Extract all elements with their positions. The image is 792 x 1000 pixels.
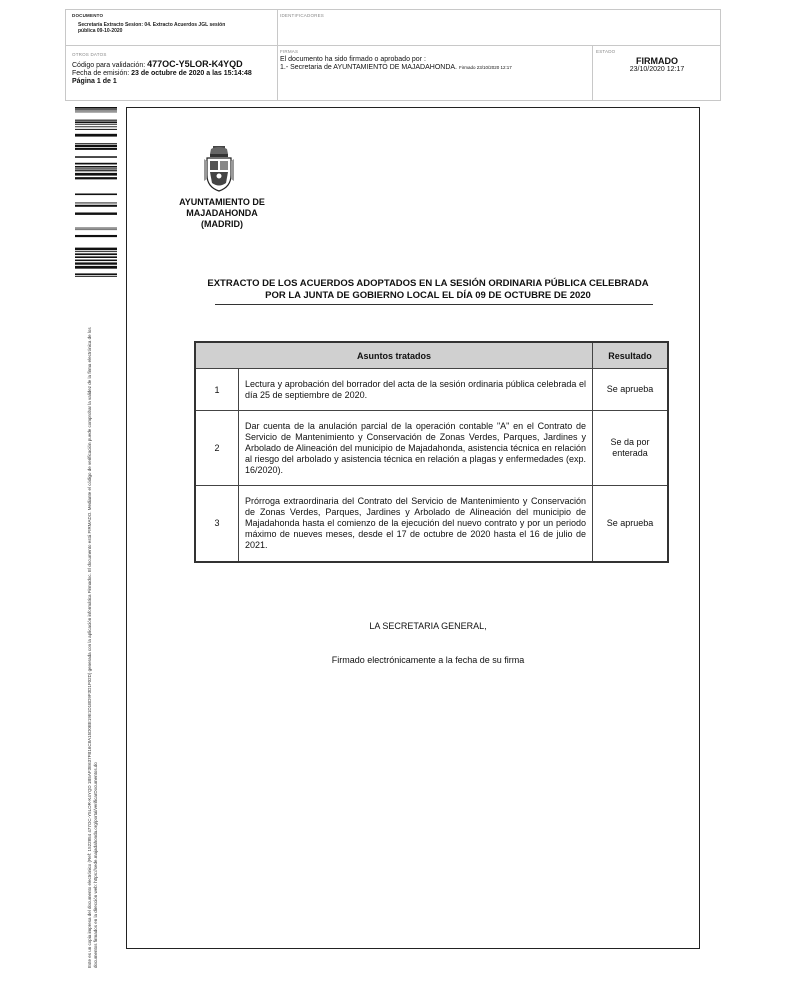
row-number: 1 <box>195 369 239 411</box>
table-header-row <box>195 342 668 369</box>
estado-value: FIRMADO <box>636 56 678 66</box>
title-line-2: POR LA JUNTA DE GOBIERNO LOCAL EL DÍA 09 DE OCTUBRE DE 2020 <box>265 290 591 301</box>
firmas-line: 1.- Secretaria de AYUNTAMIENTO DE MAJADAHONDA. <box>280 64 457 71</box>
fecha-value: 23 de octubre de 2020 a las 15:14:48 <box>131 70 252 77</box>
firmas-intro: El documento ha sido firmado o aprobado por : <box>280 56 426 63</box>
title-line-1: EXTRACTO DE LOS ACUERDOS ADOPTADOS EN LA SESIÓN ORDINARIA PÚBLICA CELEBRADA <box>207 278 649 289</box>
organization-name <box>166 197 278 230</box>
verification-note: Este es un copia impresa del documento electrónico (Ref: 1522854 477OC-Y5LOR-K4YQD 1B5AF3E637FB16C8A15D0BE19E1D1BD9F3D1F02D) generada con la aplicación informática Firmadoc. El documento está FIRMADO. Mediante el código de verificación puede comprobar la validez de la firma electrónica de los documentos firmados en la dirección web: https://sede.majadahonda.org/portal/verificarDocumentos.do <box>87 327 98 968</box>
signature-note: Firmado electrónicamente a la fecha de su firma <box>331 655 525 665</box>
row-result: Se da por enterada <box>593 411 669 486</box>
table-row <box>195 369 668 411</box>
signature-role: LA SECRETARIA GENERAL, <box>369 621 487 631</box>
estado-date: 23/10/2020 12:17 <box>629 66 685 73</box>
title-underline <box>215 304 653 305</box>
org-line-1: AYUNTAMIENTO DE <box>179 197 265 207</box>
fecha-label: Fecha de emisión: <box>72 70 130 77</box>
table-row <box>195 486 668 562</box>
agreements-table <box>194 341 669 563</box>
otros-datos-label: OTROS DATOS <box>72 52 107 57</box>
row-number: 3 <box>195 486 239 562</box>
firmas-date: Firmado 23/10/2020 12:17 <box>458 65 512 70</box>
row-result: Se aprueba <box>593 486 669 562</box>
org-line-3: (MADRID) <box>201 219 243 229</box>
signature-header-box <box>65 9 721 101</box>
codigo-value: 477OC-Y5LOR-K4YQD <box>147 59 243 69</box>
table-row <box>195 411 668 486</box>
documento-label: DOCUMENTO <box>72 13 104 18</box>
coat-of-arms-logo <box>204 145 234 193</box>
col-resultado-header: Resultado <box>593 342 669 369</box>
barcode-image <box>75 107 117 277</box>
codigo-label: Código para validación: <box>72 62 146 69</box>
row-description: Prórroga extraordinaria del Contrato del Servicio de Mantenimiento y Conservación de Zonas Verdes, Parques, Jardines y Arbolado de Alineación del municipio de Majadahonda hasta el comienzo de la ejecución del nuevo contrato y por un periodo máximo de nueves meses, desde el 17 de octubre de 2020 hasta el 16 de julio de 2021. <box>239 486 593 562</box>
row-description: Lectura y aprobación del borrador del acta de la sesión ordinaria pública celebrada el día 25 de septiembre de 2020. <box>239 369 593 411</box>
estado-label: ESTADO <box>596 49 616 54</box>
documento-value: Secretaría Extracto Sesion: 04. Extracto Acuerdos JGL sesión pública 09-10-2020 <box>78 22 226 34</box>
firmas-label: FIRMAS <box>280 49 299 54</box>
page-number: Página 1 de 1 <box>72 78 117 85</box>
row-result: Se aprueba <box>593 369 669 411</box>
org-line-2: MAJADAHONDA <box>186 208 258 218</box>
identificadores-label: IDENTIFICADORES <box>280 13 325 18</box>
row-description: Dar cuenta de la anulación parcial de la operación contable "A" en el Contrato de Servicio de Mantenimiento y Conservación de Zonas Verdes, Parques, Jardines y Arbolado de Alineación del municipio de Majadahonda, asistencia técnica en relación al riesgo del arbolado y asistencia técnica en relación a plagas y enfermedades (exp. 16/2020). <box>239 411 593 486</box>
document-title <box>196 278 660 302</box>
row-number: 2 <box>195 411 239 486</box>
col-asuntos-header: Asuntos tratados <box>195 342 593 369</box>
